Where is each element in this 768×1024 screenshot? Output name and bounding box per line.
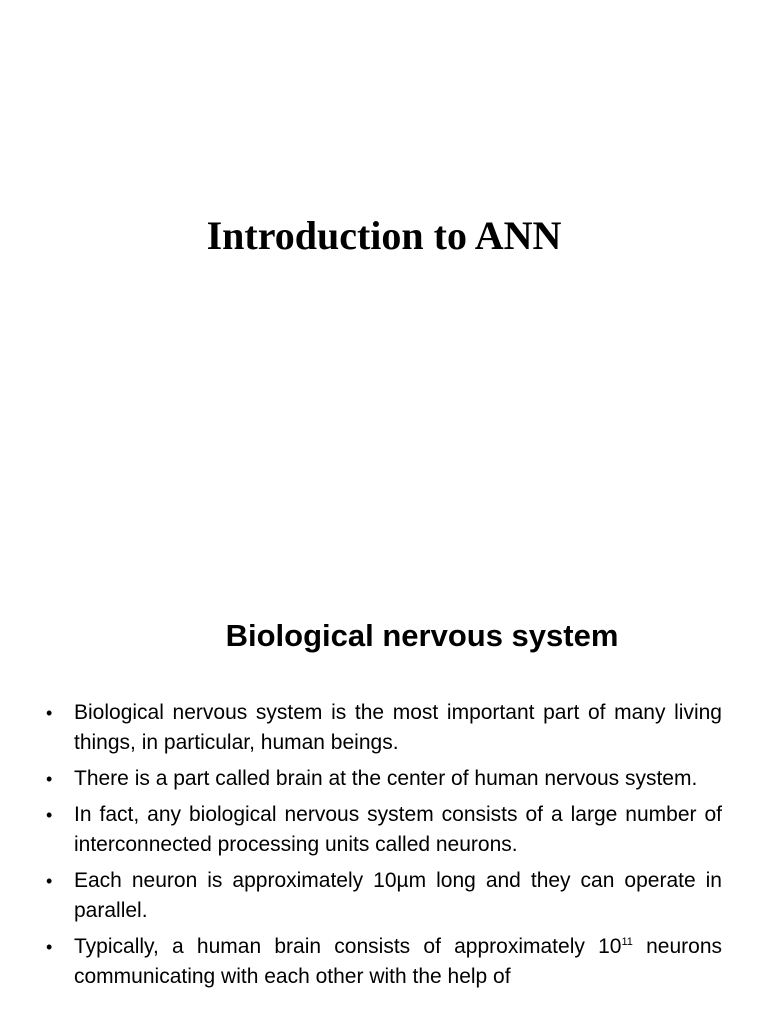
bullet-text-end: neurons communicating with each other with the help of <box>74 935 722 988</box>
bullet-text-start: Typically, a human brain consists of approximately 10 <box>74 935 622 958</box>
bullet-item <box>46 698 722 758</box>
bullet-icon: • <box>46 703 53 723</box>
bullet-item <box>46 800 722 860</box>
exponent: 11 <box>621 936 633 948</box>
slide-heading: Biological nervous system <box>225 618 619 653</box>
bullet-item <box>46 866 722 926</box>
bullet-icon: • <box>46 871 53 891</box>
bullet-text: In fact, any biological nervous system consists of a large number of interconnected processing units called neurons. <box>74 803 722 856</box>
slide-title: Introduction to ANN <box>206 213 562 258</box>
bullet-list <box>46 698 722 998</box>
bullet-item <box>46 932 722 992</box>
bullet-item <box>46 764 722 794</box>
bullet-text: There is a part called brain at the center of human nervous system. <box>74 767 698 790</box>
slide-biological <box>0 576 768 1024</box>
bullet-icon: • <box>46 769 53 789</box>
bullet-text: Biological nervous system is the most important part of many living things, in particular, human beings. <box>74 701 722 754</box>
bullet-icon: • <box>46 805 53 825</box>
bullet-icon: • <box>46 937 53 957</box>
bullet-text: Each neuron is approximately 10µm long and they can operate in parallel. <box>74 869 722 922</box>
